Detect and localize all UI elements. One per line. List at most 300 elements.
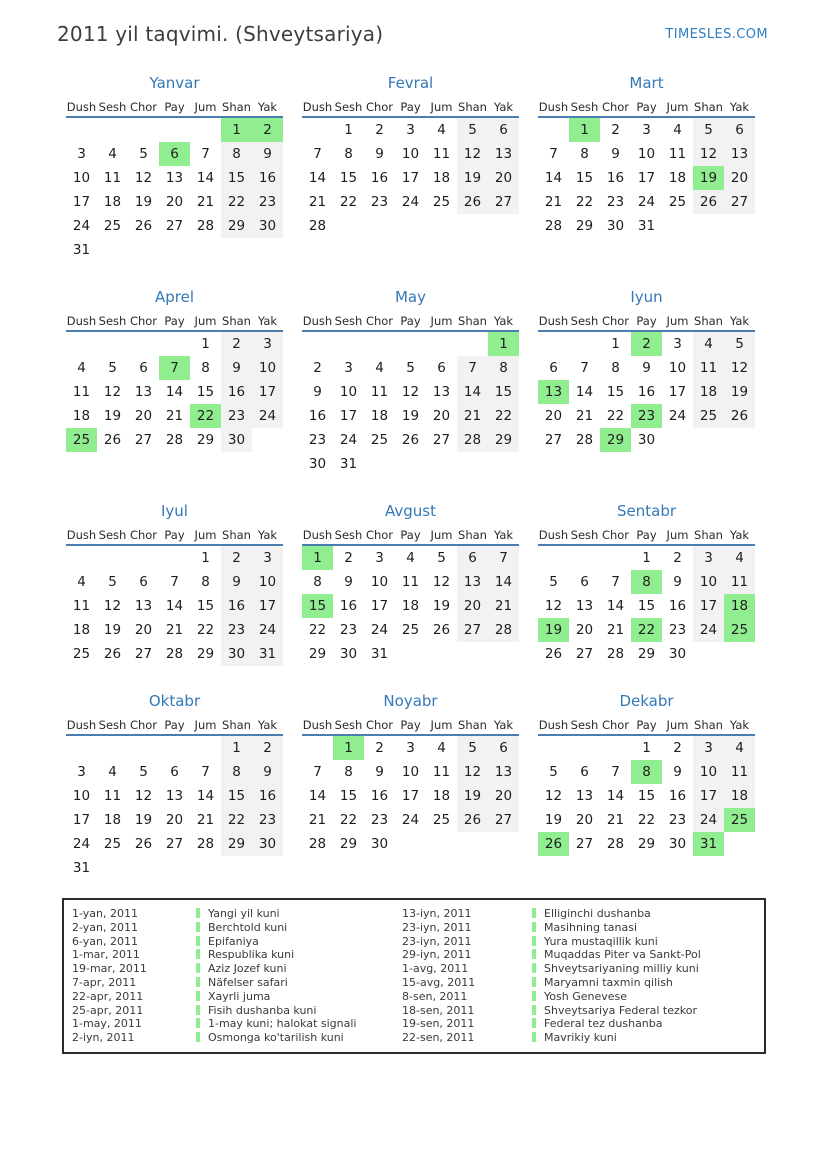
weekday-header: Shan: [457, 98, 488, 118]
holiday-date: 13-iyn, 2011: [402, 907, 472, 920]
day-cell: 16: [637, 384, 656, 400]
day-cell: 18: [724, 594, 755, 618]
day-cell-empty: [190, 238, 221, 262]
day-cell: 6: [457, 546, 488, 570]
weekday-header: Chor: [128, 312, 159, 332]
day-cell: 15: [488, 380, 519, 404]
weekday-header: Yak: [252, 312, 283, 332]
day-cell: 13: [488, 142, 519, 166]
day-cell-empty: [333, 332, 364, 356]
holiday-marker-icon: [532, 936, 536, 946]
day-cell: 9: [375, 146, 384, 162]
day-cell: 24: [637, 194, 656, 210]
weekday-header: Jum: [190, 98, 221, 118]
day-cell: 12: [401, 384, 420, 400]
weekday-header: Pay: [395, 312, 426, 332]
day-cell-empty: [66, 118, 97, 142]
day-cell: 9: [313, 384, 322, 400]
day-cell: 21: [196, 194, 215, 210]
day-cell: 7: [201, 146, 210, 162]
day-cell: 1: [201, 336, 210, 352]
month-mart: [538, 74, 755, 238]
day-cell: 19: [544, 812, 563, 828]
day-cell: 17: [637, 170, 656, 186]
month-title[interactable]: Dekabr: [619, 692, 674, 710]
day-cell: 9: [673, 764, 682, 780]
day-cell-empty: [190, 736, 221, 760]
day-cell: 26: [724, 404, 755, 428]
day-cell: 12: [134, 788, 153, 804]
holiday-marker-icon: [196, 1032, 200, 1042]
weekday-header: Shan: [693, 526, 724, 546]
day-cell: 4: [673, 122, 682, 138]
weekday-header: Pay: [159, 312, 190, 332]
day-cell: 6: [488, 118, 519, 142]
day-cell: 26: [134, 836, 153, 852]
day-cell: 30: [221, 428, 252, 452]
day-cell: 21: [488, 594, 519, 618]
day-cell: 3: [673, 336, 682, 352]
day-cell-empty: [364, 332, 395, 356]
day-cell: 18: [72, 622, 91, 638]
day-cell-empty: [662, 428, 693, 452]
holiday-label: Näfelser safari: [196, 976, 402, 990]
day-cell: 22: [631, 618, 662, 642]
day-cell: 31: [637, 218, 656, 234]
weekday-header: Jum: [190, 716, 221, 736]
weekday-header: Shan: [221, 98, 252, 118]
day-cell: 10: [637, 146, 656, 162]
day-cell: 2: [375, 122, 384, 138]
day-cell: 19: [432, 598, 451, 614]
month-noyabr: [302, 692, 519, 856]
day-cell: 11: [724, 570, 755, 594]
holiday-date: 8-sen, 2011: [402, 989, 468, 1003]
day-cell: 26: [134, 218, 153, 234]
day-cell: 29: [221, 214, 252, 238]
weekday-header: Chor: [128, 716, 159, 736]
month-title[interactable]: Fevral: [387, 74, 434, 92]
day-cell-empty: [159, 332, 190, 356]
day-cell: 17: [252, 594, 283, 618]
day-cell: 16: [252, 166, 283, 190]
day-cell: 7: [313, 146, 322, 162]
day-cell: 2: [221, 332, 252, 356]
day-cell: 28: [606, 836, 625, 852]
weekday-header: Pay: [395, 526, 426, 546]
month-sentabr: [538, 502, 755, 666]
day-cell: 29: [488, 428, 519, 452]
day-cell: 7: [611, 574, 620, 590]
day-cell: 22: [575, 194, 594, 210]
day-cell: 25: [103, 218, 122, 234]
day-cell: 21: [606, 622, 625, 638]
day-cell: 12: [134, 170, 153, 186]
holiday-date: 18-sen, 2011: [402, 1003, 475, 1017]
day-cell-empty: [159, 736, 190, 760]
holiday-marker-icon: [196, 963, 200, 973]
day-cell: 11: [432, 146, 451, 162]
weekday-header: Pay: [395, 98, 426, 118]
day-cell: 28: [196, 836, 215, 852]
weekday-header: Jum: [426, 312, 457, 332]
day-cell: 10: [72, 170, 91, 186]
holiday-date: 19-sen, 2011: [402, 1017, 475, 1031]
day-cell: 13: [165, 170, 184, 186]
day-cell: 25: [103, 836, 122, 852]
day-cell: 24: [72, 836, 91, 852]
day-cell: 13: [432, 384, 451, 400]
weekday-header: Sesh: [569, 98, 600, 118]
day-cell: 3: [406, 122, 415, 138]
day-cell: 29: [575, 218, 594, 234]
day-cell: 2: [221, 546, 252, 570]
day-cell: 20: [165, 812, 184, 828]
day-cell: 16: [221, 594, 252, 618]
day-cell: 29: [600, 428, 631, 452]
weekday-header: Dush: [302, 716, 333, 736]
weekday-header: Chor: [600, 716, 631, 736]
weekday-header: Shan: [693, 716, 724, 736]
day-cell: 21: [165, 622, 184, 638]
day-cell: 14: [308, 788, 327, 804]
day-cell: 28: [575, 432, 594, 448]
day-cell: 29: [637, 646, 656, 662]
day-cell: 17: [370, 598, 389, 614]
day-cell: 20: [165, 194, 184, 210]
holiday-date: 22-sen, 2011: [402, 1031, 475, 1045]
day-cell: 1: [569, 118, 600, 142]
day-cell: 26: [432, 622, 451, 638]
holiday-label: Maryamni taxmin qilish: [532, 976, 760, 990]
weekday-header: Sesh: [97, 526, 128, 546]
holiday-date: 19-mar, 2011: [72, 962, 147, 976]
day-cell: 22: [308, 622, 327, 638]
day-cell: 20: [134, 408, 153, 424]
day-cell: 8: [221, 142, 252, 166]
day-cell: 25: [724, 618, 755, 642]
day-cell: 8: [313, 574, 322, 590]
day-cell: 19: [103, 622, 122, 638]
holiday-marker-icon: [196, 949, 200, 959]
day-cell: 14: [196, 170, 215, 186]
weekday-header: Sesh: [333, 526, 364, 546]
day-cell: 18: [103, 812, 122, 828]
day-cell: 17: [693, 784, 724, 808]
day-cell: 31: [72, 860, 91, 876]
day-cell: 9: [221, 570, 252, 594]
day-cell-empty: [190, 118, 221, 142]
day-cell: 1: [488, 332, 519, 356]
day-cell: 24: [252, 618, 283, 642]
day-cell-empty: [128, 118, 159, 142]
day-cell-empty: [252, 428, 283, 452]
day-cell: 10: [668, 360, 687, 376]
weekday-header: Sesh: [333, 716, 364, 736]
day-cell: 5: [549, 764, 558, 780]
day-cell: 8: [631, 570, 662, 594]
day-cell-empty: [488, 214, 519, 238]
day-cell: 16: [339, 598, 358, 614]
day-cell: 15: [196, 384, 215, 400]
weekday-header: Jum: [662, 98, 693, 118]
day-cell: 15: [637, 598, 656, 614]
day-cell: 21: [308, 812, 327, 828]
holiday-marker-icon: [196, 908, 200, 918]
day-cell: 3: [693, 546, 724, 570]
weekday-header: Dush: [66, 312, 97, 332]
day-cell: 31: [339, 456, 358, 472]
day-cell: 18: [103, 194, 122, 210]
day-cell: 14: [308, 170, 327, 186]
day-cell: 10: [693, 570, 724, 594]
day-cell-empty: [457, 642, 488, 666]
day-cell: 30: [221, 642, 252, 666]
day-cell-empty: [426, 452, 457, 476]
weekday-header: Chor: [600, 312, 631, 332]
month-calendar: [66, 716, 283, 880]
day-cell: 29: [308, 646, 327, 662]
day-cell: 7: [580, 360, 589, 376]
day-cell: 12: [544, 598, 563, 614]
month-title[interactable]: Mart: [629, 74, 664, 92]
day-cell-empty: [66, 546, 97, 570]
day-cell: 17: [693, 594, 724, 618]
day-cell: 2: [252, 736, 283, 760]
day-cell-empty: [395, 642, 426, 666]
day-cell: 8: [201, 574, 210, 590]
month-title[interactable]: Aprel: [154, 288, 195, 306]
day-cell: 9: [252, 760, 283, 784]
month-yanvar: [66, 74, 283, 262]
day-cell: 3: [77, 764, 86, 780]
day-cell-empty: [252, 238, 283, 262]
weekday-header: Chor: [600, 526, 631, 546]
day-cell-empty: [569, 736, 600, 760]
day-cell: 11: [72, 384, 91, 400]
day-cell: 20: [724, 166, 755, 190]
weekday-header: Jum: [662, 312, 693, 332]
day-cell: 2: [611, 122, 620, 138]
day-cell: 9: [375, 764, 384, 780]
day-cell: 16: [370, 170, 389, 186]
day-cell: 5: [139, 764, 148, 780]
day-cell: 18: [668, 170, 687, 186]
day-cell: 26: [457, 190, 488, 214]
month-iyun: [538, 288, 755, 452]
holiday-marker-icon: [532, 1032, 536, 1042]
day-cell: 17: [401, 788, 420, 804]
holiday-label: Shveytsariya Federal tezkor: [532, 1004, 760, 1018]
holiday-label: Epifaniya: [196, 935, 402, 949]
day-cell-empty: [693, 428, 724, 452]
day-cell: 7: [201, 764, 210, 780]
day-cell: 28: [308, 218, 327, 234]
day-cell: 28: [165, 432, 184, 448]
month-calendar: [302, 98, 519, 238]
day-cell: 19: [457, 784, 488, 808]
day-cell-empty: [395, 214, 426, 238]
day-cell-empty: [662, 214, 693, 238]
day-cell: 10: [401, 146, 420, 162]
day-cell: 24: [339, 432, 358, 448]
day-cell: 15: [339, 788, 358, 804]
month-title[interactable]: Sentabr: [616, 502, 677, 520]
month-calendar: [66, 526, 283, 666]
weekday-header: Dush: [538, 98, 569, 118]
day-cell: 29: [221, 832, 252, 856]
weekday-header: Chor: [364, 312, 395, 332]
day-cell: 30: [252, 214, 283, 238]
day-cell: 13: [538, 380, 569, 404]
day-cell: 19: [724, 380, 755, 404]
day-cell: 7: [313, 764, 322, 780]
month-title[interactable]: Iyun: [630, 288, 663, 306]
holiday-date: 1-may, 2011: [72, 1017, 142, 1031]
day-cell: 31: [252, 642, 283, 666]
day-cell: 27: [575, 836, 594, 852]
day-cell: 14: [488, 570, 519, 594]
day-cell: 6: [437, 360, 446, 376]
weekday-header: Yak: [252, 98, 283, 118]
day-cell: 4: [77, 360, 86, 376]
holiday-date: 15-avg, 2011: [402, 975, 476, 989]
weekday-header: Jum: [190, 312, 221, 332]
holiday-label: Xayrli juma: [196, 990, 402, 1004]
day-cell: 12: [693, 142, 724, 166]
holiday-date: 2-yan, 2011: [72, 920, 138, 934]
day-cell: 11: [72, 598, 91, 614]
day-cell: 21: [165, 408, 184, 424]
month-iyul: [66, 502, 283, 666]
brand-link[interactable]: TIMESLES.COM: [665, 27, 768, 42]
day-cell: 22: [221, 808, 252, 832]
day-cell: 19: [538, 618, 569, 642]
day-cell: 12: [724, 356, 755, 380]
day-cell: 9: [221, 356, 252, 380]
day-cell: 21: [457, 404, 488, 428]
day-cell-empty: [97, 332, 128, 356]
day-cell: 13: [488, 760, 519, 784]
weekday-header: Chor: [364, 716, 395, 736]
day-cell: 8: [344, 146, 353, 162]
day-cell: 18: [432, 788, 451, 804]
day-cell: 3: [252, 546, 283, 570]
day-cell: 8: [631, 760, 662, 784]
holiday-marker-icon: [532, 977, 536, 987]
day-cell: 22: [488, 404, 519, 428]
day-cell: 8: [611, 360, 620, 376]
day-cell: 9: [642, 360, 651, 376]
day-cell: 15: [221, 166, 252, 190]
day-cell-empty: [66, 332, 97, 356]
day-cell: 20: [432, 408, 451, 424]
day-cell: 15: [339, 170, 358, 186]
day-cell: 1: [642, 550, 651, 566]
day-cell: 4: [108, 764, 117, 780]
day-cell: 24: [668, 408, 687, 424]
month-title[interactable]: Iyul: [161, 502, 188, 520]
day-cell-empty: [538, 546, 569, 570]
day-cell: 27: [488, 190, 519, 214]
day-cell-empty: [395, 452, 426, 476]
day-cell: 25: [72, 646, 91, 662]
day-cell: 5: [549, 574, 558, 590]
day-cell: 18: [724, 784, 755, 808]
day-cell-empty: [457, 332, 488, 356]
day-cell: 23: [370, 194, 389, 210]
day-cell: 5: [108, 574, 117, 590]
day-cell: 1: [221, 118, 252, 142]
weekday-header: Jum: [190, 526, 221, 546]
day-cell: 1: [221, 736, 252, 760]
day-cell: 23: [370, 812, 389, 828]
weekday-header: Shan: [457, 312, 488, 332]
weekday-header: Jum: [426, 716, 457, 736]
day-cell: 16: [252, 784, 283, 808]
day-cell: 23: [606, 194, 625, 210]
day-cell-empty: [724, 832, 755, 856]
holiday-marker-icon: [196, 1018, 200, 1028]
day-cell: 28: [457, 428, 488, 452]
holiday-label: Yura mustaqillik kuni: [532, 935, 760, 949]
holiday-label: Osmonga ko'tarilish kuni: [196, 1031, 402, 1045]
day-cell-empty: [221, 238, 252, 262]
day-cell-empty: [488, 452, 519, 476]
day-cell: 29: [196, 432, 215, 448]
day-cell-empty: [426, 642, 457, 666]
day-cell: 17: [668, 384, 687, 400]
weekday-header: Pay: [631, 312, 662, 332]
day-cell: 19: [693, 166, 724, 190]
day-cell: 10: [693, 760, 724, 784]
weekday-header: Shan: [221, 716, 252, 736]
day-cell: 4: [77, 574, 86, 590]
day-cell: 30: [606, 218, 625, 234]
day-cell-empty: [724, 642, 755, 666]
weekday-header: Jum: [426, 526, 457, 546]
month-title[interactable]: Avgust: [385, 502, 436, 520]
day-cell: 23: [668, 622, 687, 638]
month-calendar: [302, 312, 519, 476]
day-cell-empty: [426, 214, 457, 238]
day-cell: 17: [401, 170, 420, 186]
day-cell-empty: [128, 238, 159, 262]
day-cell: 8: [221, 760, 252, 784]
day-cell: 22: [339, 812, 358, 828]
month-title[interactable]: Yanvar: [149, 74, 200, 92]
holiday-date: 1-yan, 2011: [72, 907, 138, 920]
day-cell: 21: [606, 812, 625, 828]
weekday-header: Sesh: [569, 526, 600, 546]
month-title[interactable]: May: [394, 288, 426, 306]
day-cell: 24: [252, 404, 283, 428]
day-cell: 25: [370, 432, 389, 448]
weekday-header: Pay: [159, 98, 190, 118]
day-cell: 2: [252, 118, 283, 142]
day-cell: 18: [432, 170, 451, 186]
day-cell: 25: [724, 808, 755, 832]
day-cell: 23: [668, 812, 687, 828]
day-cell-empty: [97, 238, 128, 262]
day-cell: 1: [302, 546, 333, 570]
weekday-header: Shan: [693, 98, 724, 118]
month-title[interactable]: Noyabr: [383, 692, 438, 710]
day-cell: 20: [457, 594, 488, 618]
day-cell: 30: [252, 832, 283, 856]
day-cell: 24: [693, 618, 724, 642]
month-title[interactable]: Oktabr: [148, 692, 201, 710]
